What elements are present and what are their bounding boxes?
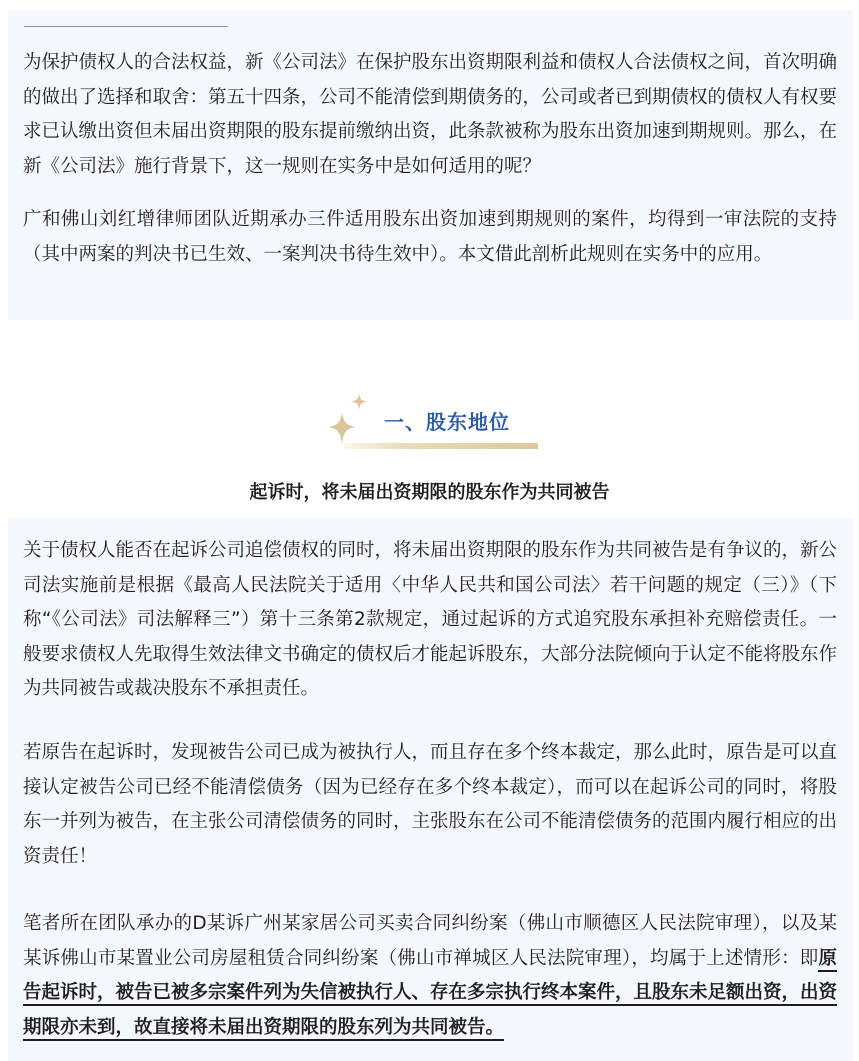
paragraph-text: 笔者所在团队承办的D某诉广州某家居公司买卖合同纠纷案（佛山市顺德区人民法院审理），以及某某诉佛山市某置业公司房屋租赁合同纠纷案（佛山市禅城区人民法院审理），均属于上述情形：即 [23, 913, 837, 969]
section-heading [320, 388, 550, 452]
highlighted-conclusion: 原告起诉时，被告已被多宗案件列为失信被执行人、存在多宗执行终本案件，且股东未足额出资，出资期限亦未到，故直接将未届出资期限的股东列为共同被告。 [23, 948, 837, 1041]
top-divider [24, 26, 228, 27]
body-paragraph-1: 关于债权人能否在起诉公司追偿债权的同时，将未届出资期限的股东作为共同被告是有争议的，新公司法实施前是根据《最高人民法院关于适用〈中华人民共和国公司法〉若干问题的规定（三）》（下称“《公司法》司法解释三”）第十三条第2款规定，通过起诉的方式追究股东承担补充赔偿责任。一般要求债权人先取得生效法律文书确定的债权后才能起诉股东，大部分法院倾向于认定不能将股东作为共同被告或裁决股东不承担责任。 [23, 540, 838, 699]
section-title: 一、股东地位 [384, 410, 510, 434]
body-paragraph-2: 若原告在起诉时，发现被告公司已成为被执行人，而且存在多个终本裁定，那么此时，原告是可以直接认定被告公司已经不能清偿债务（因为已经存在多个终本裁定），而可以在起诉公司的同时，将股东一并列为被告，在主张公司清偿债务的同时，主张股东在公司不能清偿债务的范围内履行相应的出资责任！ [23, 742, 838, 867]
section-underline [344, 443, 538, 449]
body-paragraph-3 [23, 907, 837, 1045]
section-subheading: 起诉时，将未届出资期限的股东作为共同被告 [249, 482, 610, 503]
intro-paragraph-1: 为保护债权人的合法权益，新《公司法》在保护股东出资期限利益和债权人合法债权之间，首次明确的做出了选择和取舍：第五十四条，公司不能清偿到期债务的，公司或者已到期债权的债权人有权要求已认缴出资但未届出资期限的股东提前缴纳出资，此条款被称为股东出资加速到期规则。那么，在新《公司法》施行背景下，这一规则在实务中是如何适用的呢？ [23, 52, 838, 177]
intro-paragraph-2: 广和佛山刘红增律师团队近期承办三件适用股东出资加速到期规则的案件，均得到一审法院的支持（其中两案的判决书已生效、一案判决书待生效中）。本文借此剖析此规则在实务中的应用。 [23, 209, 837, 265]
